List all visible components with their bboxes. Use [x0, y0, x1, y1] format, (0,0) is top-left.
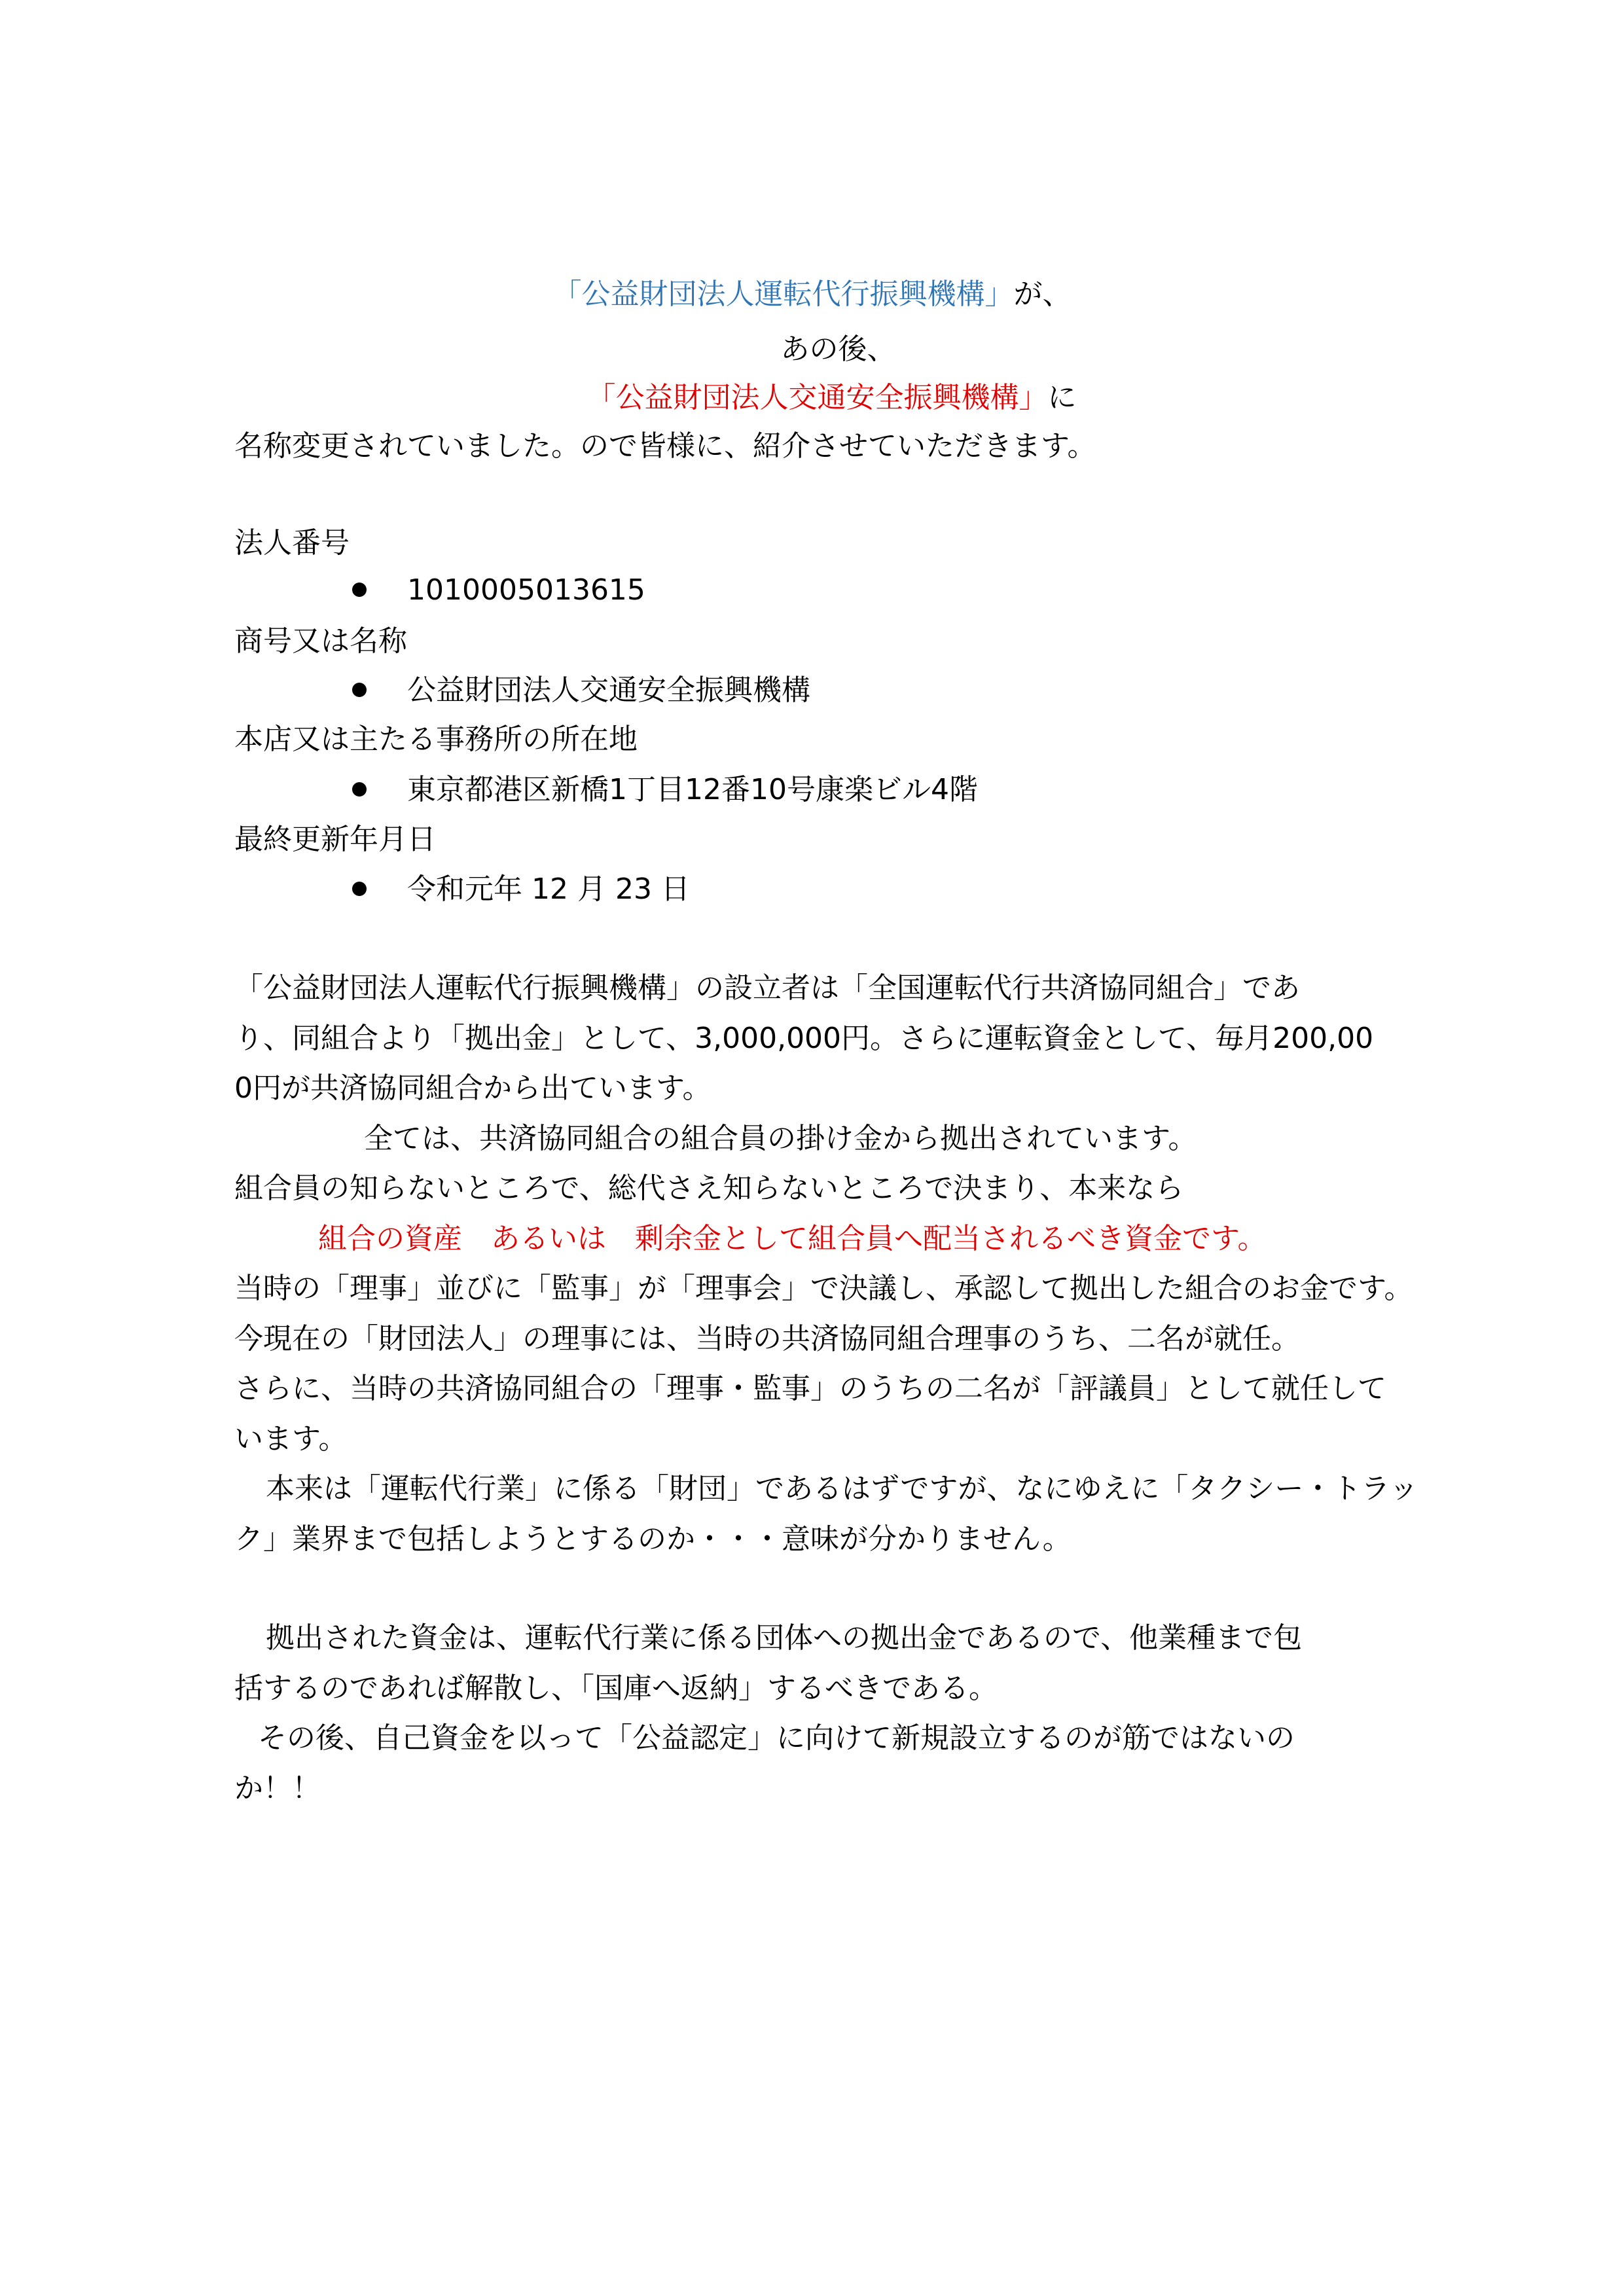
body-p7-line2: います。: [234, 1422, 348, 1456]
new-organization-name: 「公益財団法人交通安全振興機構」: [586, 381, 1048, 414]
body-p4-highlight: 組合の資産 あるいは 剰余金として組合員へ配当されるべき資金です。: [318, 1222, 1267, 1255]
body-p10-line2: か！！: [234, 1772, 321, 1805]
intro-line-after: あの後、: [780, 332, 896, 366]
body-p8-line2: ク」業界まで包括しようとするのか・・・意味が分かりません。: [234, 1522, 1072, 1556]
corp-number-value: 1010005013615: [407, 573, 645, 607]
body-p1-line1: 「公益財団法人運転代行振興機構」の設立者は「全国運転代行共済協同組合」であ: [234, 971, 1300, 1005]
intro-line-renamed: 名称変更されていました。ので皆様に、紹介させていただきます。: [234, 429, 1096, 463]
bullet-icon: [352, 683, 367, 697]
body-p1-line3: 0円が共済協同組合から出ています。: [234, 1071, 712, 1105]
intro-line-old-name: [0, 275, 1624, 314]
body-p1-line2: り、同組合より「拠出金」として、3,000,000円。さらに運転資金として、毎月200,00: [234, 1022, 1374, 1055]
body-p8-line1: 本来は「運転代行業」に係る「財団」であるはずですが、なにゆえに「タクシー・トラッ: [266, 1472, 1418, 1505]
body-p5: 当時の「理事」並びに「監事」が「理事会」で決議し、承認して拠出した組合のお金です。: [234, 1272, 1413, 1305]
trade-name-label: 商号又は名称: [234, 624, 407, 658]
body-p7-line1: さらに、当時の共済協同組合の「理事・監事」のうちの二名が「評議員」として就任して: [234, 1372, 1386, 1405]
body-p9-line2: 括するのであれば解散し、「国庫へ返納」するべきである。: [234, 1672, 998, 1705]
body-p2: 全ては、共済協同組合の組合員の掛け金から拠出されています。: [364, 1122, 1197, 1155]
intro-line-new-name: [0, 378, 1624, 418]
last-updated-value: 令和元年 12 月 23 日: [407, 872, 690, 906]
new-name-suffix: に: [1047, 381, 1077, 414]
bullet-icon: [352, 782, 367, 797]
body-p3: 組合員の知らないところで、総代さえ知らないところで決まり、本来なら: [234, 1172, 1184, 1205]
bullet-icon: [352, 583, 367, 597]
bullet-icon: [352, 882, 367, 896]
trade-name-value: 公益財団法人交通安全振興機構: [407, 673, 810, 707]
address-label: 本店又は主たる事務所の所在地: [234, 723, 638, 756]
body-p9-line1: 拠出された資金は、運転代行業に係る団体への拠出金であるので、他業種まで包: [266, 1621, 1303, 1655]
last-updated-label: 最終更新年月日: [234, 823, 436, 856]
old-name-suffix: が、: [1013, 278, 1072, 311]
old-organization-name: 「公益財団法人運転代行振興機構」: [552, 278, 1014, 311]
corp-number-label: 法人番号: [234, 526, 350, 560]
body-p10-line1: その後、自己資金を以って「公益認定」に向けて新規設立するのが筋ではないの: [258, 1721, 1295, 1755]
body-p6: 今現在の「財団法人」の理事には、当時の共済協同組合理事のうち、二名が就任。: [234, 1322, 1300, 1355]
address-value: 東京都港区新橋1丁目12番10号康楽ビル4階: [407, 773, 978, 806]
